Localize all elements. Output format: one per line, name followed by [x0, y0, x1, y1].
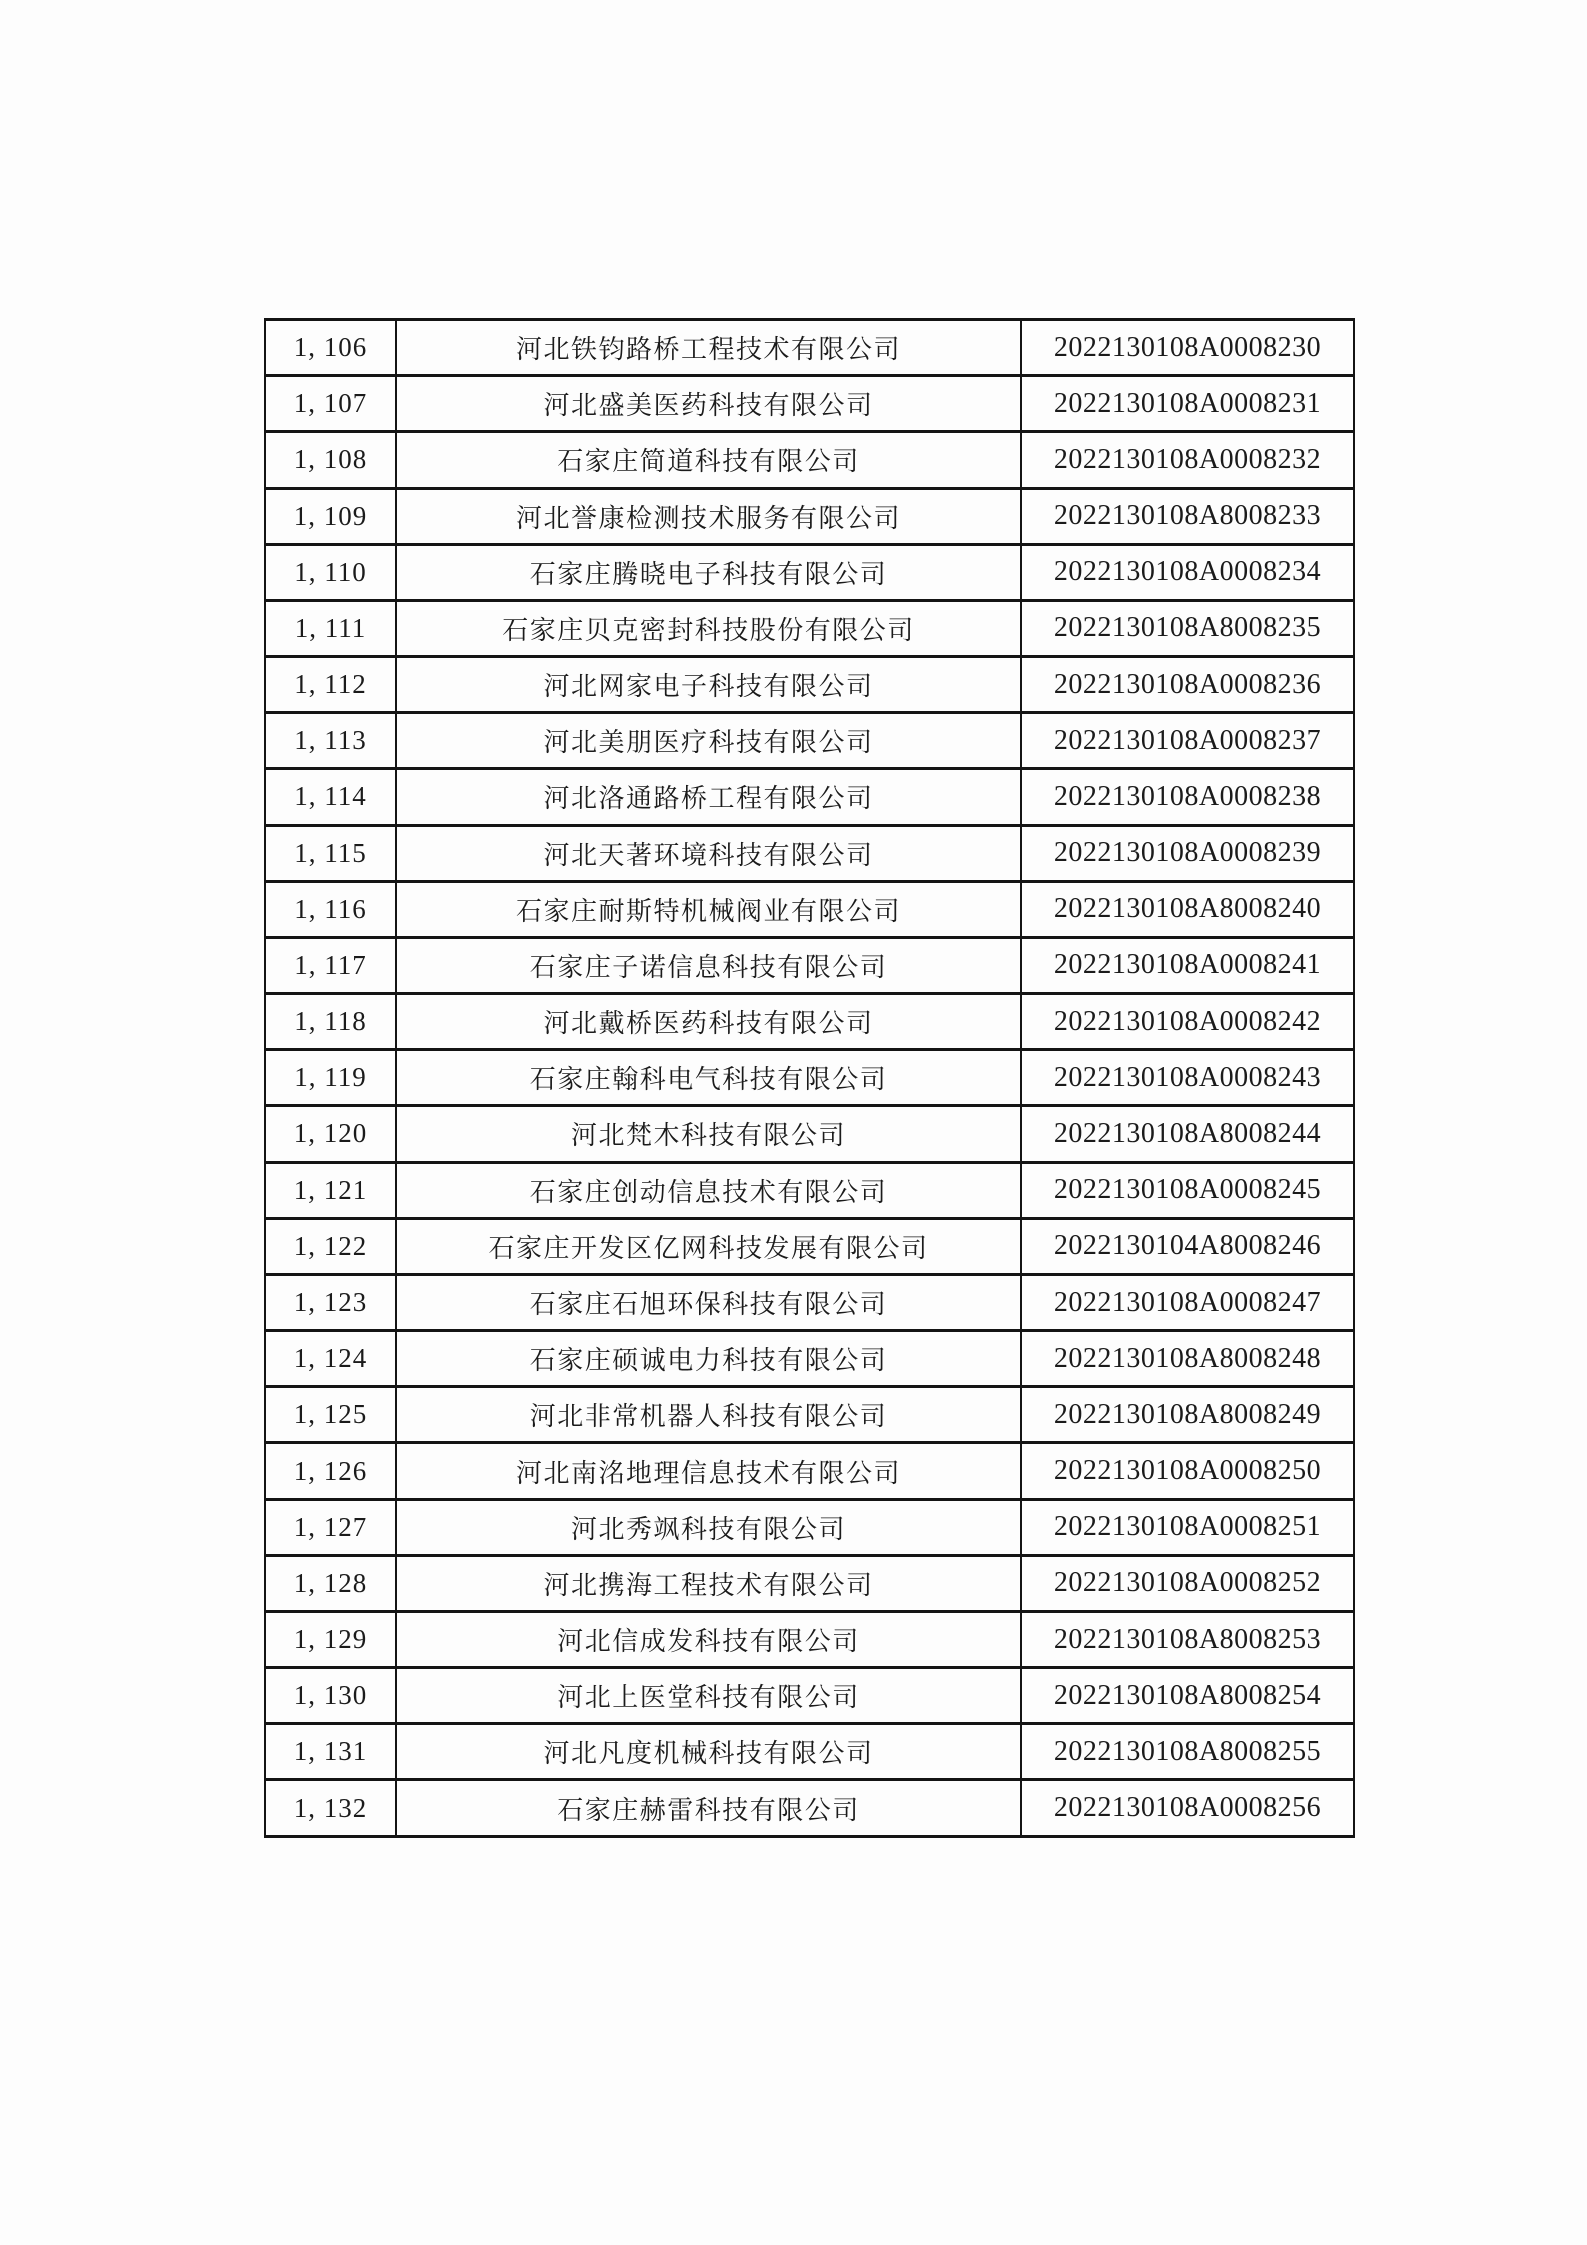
registration-number-cell: 2022130108A8008235	[1021, 600, 1354, 656]
row-index-cell: 1, 125	[265, 1387, 396, 1443]
registration-number-cell: 2022130108A0008230	[1021, 320, 1354, 376]
company-name-cell: 河北网家电子科技有限公司	[396, 657, 1021, 713]
table-row	[265, 1274, 1354, 1330]
registration-number-cell: 2022130108A8008244	[1021, 1106, 1354, 1162]
table-row	[265, 1611, 1354, 1667]
company-name-cell: 河北凡度机械科技有限公司	[396, 1724, 1021, 1780]
row-index-cell: 1, 129	[265, 1611, 396, 1667]
table-row	[265, 1218, 1354, 1274]
row-index-cell: 1, 110	[265, 544, 396, 600]
registration-number-cell: 2022130108A0008251	[1021, 1499, 1354, 1555]
table-row	[265, 1499, 1354, 1555]
registration-number-cell: 2022130108A0008232	[1021, 432, 1354, 488]
company-name-cell: 石家庄石旭环保科技有限公司	[396, 1274, 1021, 1330]
registration-number-cell: 2022130108A0008250	[1021, 1443, 1354, 1499]
row-index-cell: 1, 108	[265, 432, 396, 488]
table-row	[265, 1555, 1354, 1611]
registration-number-cell: 2022130108A0008247	[1021, 1274, 1354, 1330]
company-registration-table	[264, 318, 1355, 1838]
company-name-cell: 河北戴桥医药科技有限公司	[396, 994, 1021, 1050]
table-row	[265, 600, 1354, 656]
registration-number-cell: 2022130108A0008239	[1021, 825, 1354, 881]
row-index-cell: 1, 119	[265, 1050, 396, 1106]
registration-number-cell: 2022130108A0008243	[1021, 1050, 1354, 1106]
registration-number-cell: 2022130104A8008246	[1021, 1218, 1354, 1274]
company-name-cell: 河北梵木科技有限公司	[396, 1106, 1021, 1162]
table-row	[265, 1668, 1354, 1724]
company-name-cell: 河北誉康检测技术服务有限公司	[396, 488, 1021, 544]
company-name-cell: 河北秀飒科技有限公司	[396, 1499, 1021, 1555]
table-row	[265, 1724, 1354, 1780]
row-index-cell: 1, 118	[265, 994, 396, 1050]
row-index-cell: 1, 117	[265, 937, 396, 993]
table-row	[265, 881, 1354, 937]
company-name-cell: 河北天著环境科技有限公司	[396, 825, 1021, 881]
table-row	[265, 769, 1354, 825]
row-index-cell: 1, 106	[265, 320, 396, 376]
company-name-cell: 河北南洺地理信息技术有限公司	[396, 1443, 1021, 1499]
table-row	[265, 544, 1354, 600]
row-index-cell: 1, 115	[265, 825, 396, 881]
table-row	[265, 1106, 1354, 1162]
company-name-cell: 河北信成发科技有限公司	[396, 1611, 1021, 1667]
row-index-cell: 1, 111	[265, 600, 396, 656]
table-row	[265, 1780, 1354, 1837]
registration-number-cell: 2022130108A8008248	[1021, 1331, 1354, 1387]
registration-number-cell: 2022130108A0008238	[1021, 769, 1354, 825]
table-row	[265, 994, 1354, 1050]
table-row	[265, 488, 1354, 544]
registration-number-cell: 2022130108A0008252	[1021, 1555, 1354, 1611]
row-index-cell: 1, 121	[265, 1162, 396, 1218]
company-name-cell: 河北非常机器人科技有限公司	[396, 1387, 1021, 1443]
table-row	[265, 713, 1354, 769]
row-index-cell: 1, 130	[265, 1668, 396, 1724]
row-index-cell: 1, 127	[265, 1499, 396, 1555]
table-row	[265, 1162, 1354, 1218]
company-name-cell: 石家庄腾晓电子科技有限公司	[396, 544, 1021, 600]
company-name-cell: 河北美朋医疗科技有限公司	[396, 713, 1021, 769]
registration-number-cell: 2022130108A0008234	[1021, 544, 1354, 600]
registration-number-cell: 2022130108A0008231	[1021, 376, 1354, 432]
row-index-cell: 1, 109	[265, 488, 396, 544]
registration-number-cell: 2022130108A8008254	[1021, 1668, 1354, 1724]
company-name-cell: 河北携海工程技术有限公司	[396, 1555, 1021, 1611]
registration-number-cell: 2022130108A8008240	[1021, 881, 1354, 937]
company-name-cell: 石家庄贝克密封科技股份有限公司	[396, 600, 1021, 656]
registration-number-cell: 2022130108A8008233	[1021, 488, 1354, 544]
table-row	[265, 825, 1354, 881]
table-row	[265, 1387, 1354, 1443]
registration-number-cell: 2022130108A8008253	[1021, 1611, 1354, 1667]
row-index-cell: 1, 126	[265, 1443, 396, 1499]
row-index-cell: 1, 123	[265, 1274, 396, 1330]
company-table-body	[265, 320, 1354, 1837]
row-index-cell: 1, 113	[265, 713, 396, 769]
registration-number-cell: 2022130108A0008236	[1021, 657, 1354, 713]
row-index-cell: 1, 114	[265, 769, 396, 825]
row-index-cell: 1, 122	[265, 1218, 396, 1274]
table-row	[265, 1331, 1354, 1387]
company-name-cell: 石家庄硕诚电力科技有限公司	[396, 1331, 1021, 1387]
table-row	[265, 657, 1354, 713]
company-name-cell: 石家庄创动信息技术有限公司	[396, 1162, 1021, 1218]
company-name-cell: 河北上医堂科技有限公司	[396, 1668, 1021, 1724]
row-index-cell: 1, 132	[265, 1780, 396, 1837]
company-name-cell: 河北洛通路桥工程有限公司	[396, 769, 1021, 825]
registration-number-cell: 2022130108A0008245	[1021, 1162, 1354, 1218]
company-name-cell: 石家庄子诺信息科技有限公司	[396, 937, 1021, 993]
registration-number-cell: 2022130108A0008242	[1021, 994, 1354, 1050]
registration-number-cell: 2022130108A0008241	[1021, 937, 1354, 993]
table-row	[265, 1050, 1354, 1106]
table-row	[265, 320, 1354, 376]
registration-number-cell: 2022130108A0008237	[1021, 713, 1354, 769]
row-index-cell: 1, 124	[265, 1331, 396, 1387]
row-index-cell: 1, 107	[265, 376, 396, 432]
table-row	[265, 432, 1354, 488]
company-name-cell: 石家庄耐斯特机械阀业有限公司	[396, 881, 1021, 937]
company-name-cell: 石家庄翰科电气科技有限公司	[396, 1050, 1021, 1106]
table-row	[265, 1443, 1354, 1499]
company-name-cell: 石家庄赫雷科技有限公司	[396, 1780, 1021, 1837]
row-index-cell: 1, 120	[265, 1106, 396, 1162]
registration-number-cell: 2022130108A8008249	[1021, 1387, 1354, 1443]
row-index-cell: 1, 131	[265, 1724, 396, 1780]
registration-number-cell: 2022130108A8008255	[1021, 1724, 1354, 1780]
table-row	[265, 376, 1354, 432]
registration-number-cell: 2022130108A0008256	[1021, 1780, 1354, 1837]
table-row	[265, 937, 1354, 993]
company-name-cell: 河北铁钧路桥工程技术有限公司	[396, 320, 1021, 376]
company-name-cell: 石家庄开发区亿网科技发展有限公司	[396, 1218, 1021, 1274]
row-index-cell: 1, 112	[265, 657, 396, 713]
company-name-cell: 河北盛美医药科技有限公司	[396, 376, 1021, 432]
company-name-cell: 石家庄简道科技有限公司	[396, 432, 1021, 488]
row-index-cell: 1, 128	[265, 1555, 396, 1611]
row-index-cell: 1, 116	[265, 881, 396, 937]
